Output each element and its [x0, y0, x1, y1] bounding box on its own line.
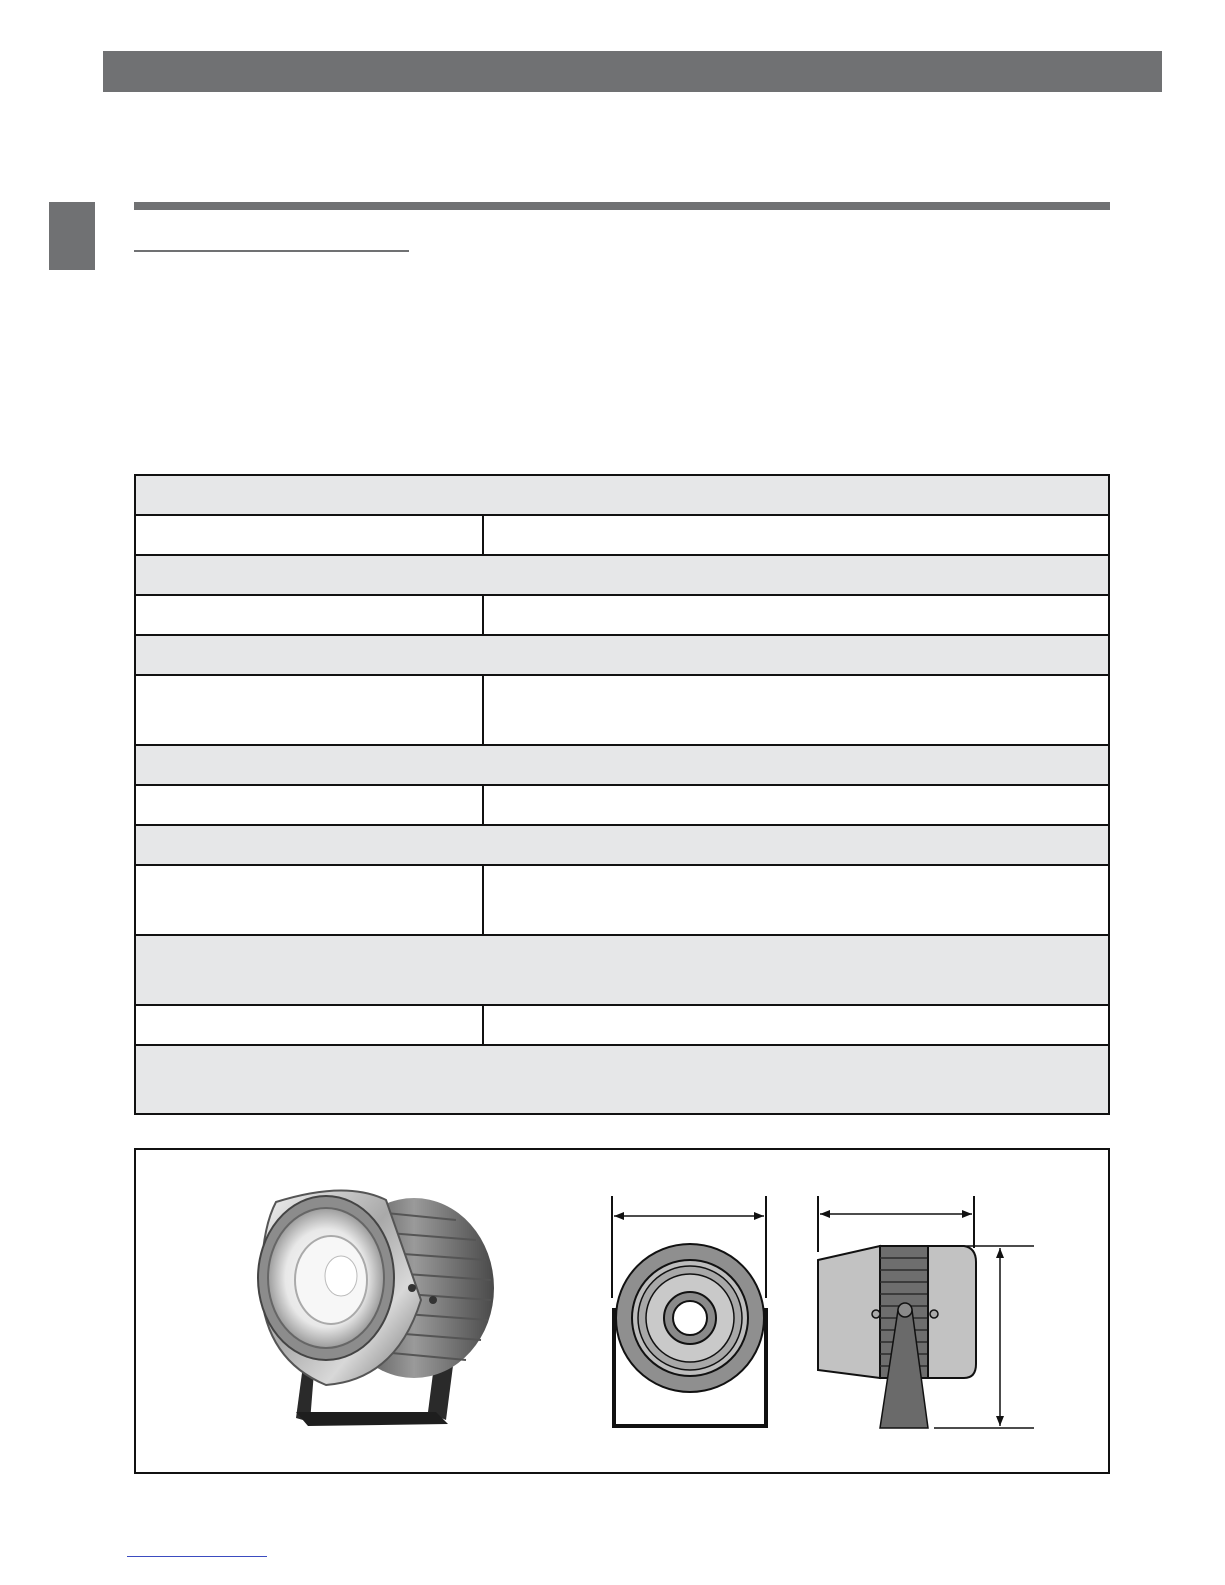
- row-value: [484, 1006, 1108, 1044]
- row-value: [484, 1046, 1108, 1113]
- table-row: [136, 676, 1108, 746]
- row-label: [136, 676, 482, 744]
- row-label: [136, 746, 482, 784]
- row-value: [484, 826, 1108, 864]
- top-banner: [103, 51, 1162, 92]
- row-label: [136, 596, 482, 634]
- row-value: [484, 676, 1108, 744]
- spec-table: [134, 474, 1110, 1115]
- table-row: [136, 1046, 1108, 1113]
- heading-underline: [134, 250, 409, 252]
- table-row: [136, 746, 1108, 786]
- fixture-figure-box: [134, 1148, 1110, 1474]
- table-row: [136, 936, 1108, 1006]
- row-label: [136, 936, 482, 1004]
- row-label: [136, 866, 482, 934]
- row-label: [136, 786, 482, 824]
- row-value: [484, 746, 1108, 784]
- row-value: [484, 786, 1108, 824]
- footer-link-underline[interactable]: [127, 1556, 267, 1557]
- row-value: [484, 476, 1108, 514]
- fixture-side-view: [818, 1196, 1034, 1428]
- row-label: [136, 636, 482, 674]
- row-label: [136, 826, 482, 864]
- row-value: [484, 596, 1108, 634]
- row-value: [484, 556, 1108, 594]
- row-value: [484, 866, 1108, 934]
- row-label: [136, 556, 482, 594]
- row-value: [484, 636, 1108, 674]
- fixture-front-view: [612, 1196, 766, 1426]
- table-row: [136, 596, 1108, 636]
- fixture-drawings: [136, 1150, 1108, 1472]
- table-row: [136, 516, 1108, 556]
- table-row: [136, 826, 1108, 866]
- section-side-tab: [49, 202, 95, 270]
- table-row: [136, 866, 1108, 936]
- table-row: [136, 1006, 1108, 1046]
- table-row: [136, 786, 1108, 826]
- section-rule: [134, 202, 1110, 210]
- row-label: [136, 516, 482, 554]
- row-value: [484, 516, 1108, 554]
- table-row: [136, 556, 1108, 596]
- table-row: [136, 476, 1108, 516]
- table-row: [136, 636, 1108, 676]
- fixture-perspective-view: [258, 1190, 494, 1426]
- row-label: [136, 476, 482, 514]
- row-label: [136, 1046, 482, 1113]
- row-label: [136, 1006, 482, 1044]
- row-value: [484, 936, 1108, 1004]
